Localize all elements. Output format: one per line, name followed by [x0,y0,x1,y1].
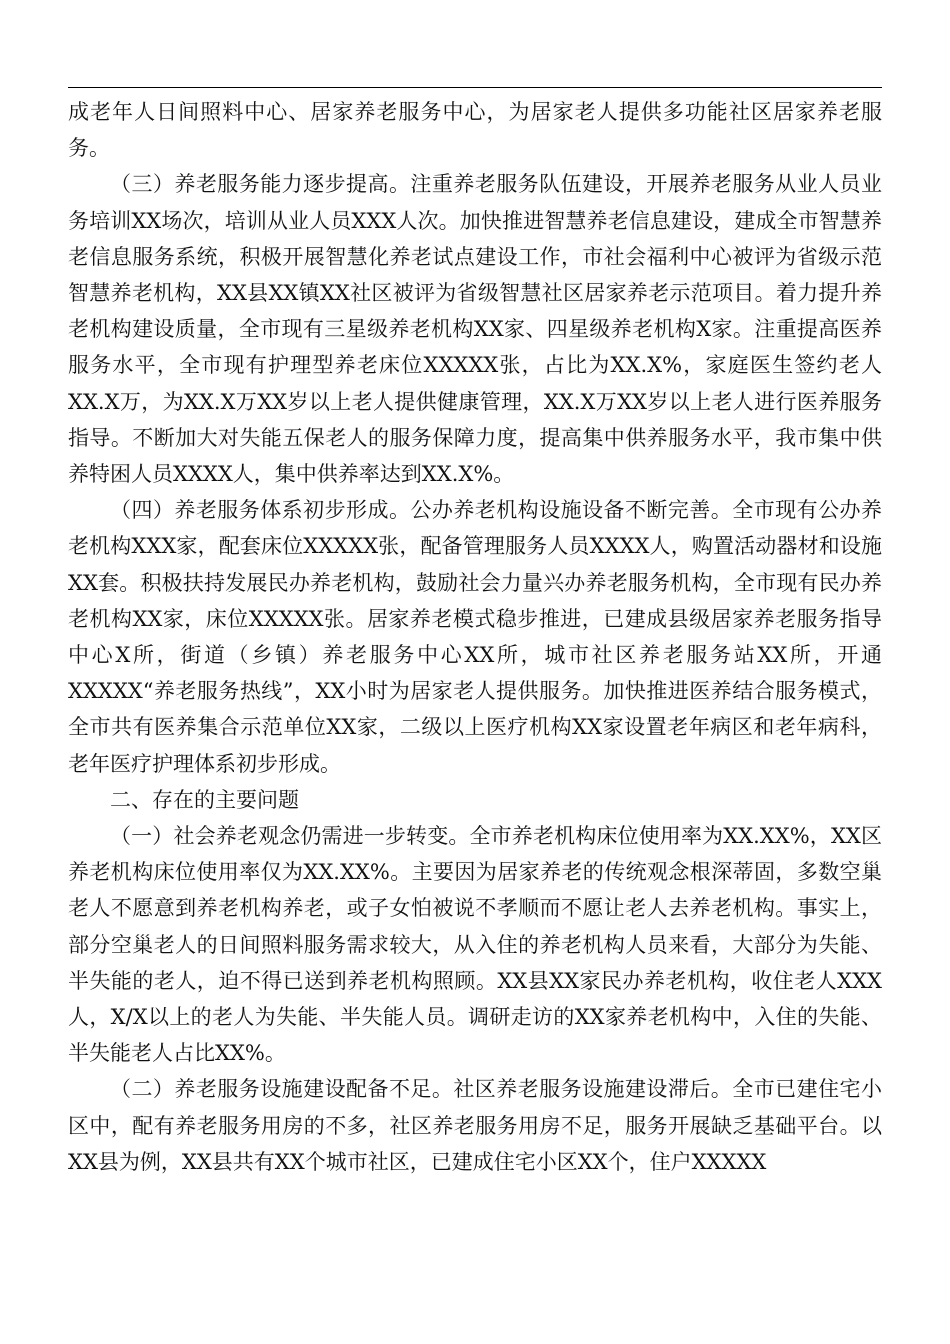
paragraph-continuation: 成老年人日间照料中心、居家养老服务中心，为居家老人提供多功能社区居家养老服务。 [68,100,882,161]
paragraph-facility-shortage: （二）养老服务设施建设配备不足。社区养老服务设施建设滞后。全市已建住宅小区中，配有养老服务用房的不多，社区养老服务用房不足，服务开展缺乏基础平台。以XX县为例，XX县共有XX个城市社区，已建成住宅小区XX个，住户XXXXX [68,1077,882,1174]
header-rule [68,87,882,88]
document-body [68,94,882,1180]
paragraph-concept-change: （一）社会养老观念仍需进一步转变。全市养老机构床位使用率为XX.XX%，XX区养老机构床位使用率仅为XX.XX%。主要因为居家养老的传统观念根深蒂固，多数空巢老人不愿意到养老机构养老，或子女怕被说不孝顺而不愿让老人去养老机构。事实上，部分空巢老人的日间照料服务需求较大，从入住的养老机构人员来看，大部分为失能、半失能的老人，迫不得已送到养老机构照顾。XX县XX家民办养老机构，收住老人XXX人，X/X以上的老人为失能、半失能人员。调研走访的XX家养老机构中，入住的失能、半失能老人占比XX%。 [68,824,882,1066]
section-heading-problems: 二、存在的主要问题 [110,787,299,812]
paragraph-service-capacity: （三）养老服务能力逐步提高。注重养老服务队伍建设，开展养老服务从业人员业务培训XX场次，培训从业人员XXX人次。加快推进智慧养老信息建设，建成全市智慧养老信息服务系统，积极开展智慧化养老试点建设工作，市社会福利中心被评为省级示范智慧养老机构，XX县XX镇XX社区被评为省级智慧社区居家养老示范项目。着力提升养老机构建设质量，全市现有三星级养老机构XX家、四星级养老机构X家。注重提高医养服务水平，全市现有护理型养老床位XXXXX张，占比为XX.X%，家庭医生签约老人XX.X万，为XX.X万XX岁以上老人提供健康管理，XX.X万XX岁以上老人进行医养服务指导。不断加大对失能五保老人的服务保障力度，提高集中供养服务水平，我市集中供养特困人员XXXX人，集中供养率达到XX.X%。 [68,172,882,487]
paragraph-service-system: （四）养老服务体系初步形成。公办养老机构设施设备不断完善。全市现有公办养老机构XXX家，配套床位XXXXX张，配备管理服务人员XXXX人，购置活动器材和设施XX套。积极扶持发展民办养老机构，鼓励社会力量兴办养老服务机构，全市现有民办养老机构XX家，床位XXXXX张。居家养老模式稳步推进，已建成县级居家养老服务指导中心X所，街道（乡镇）养老服务中心XX所，城市社区养老服务站XX所，开通XXXXX“养老服务热线”，XX小时为居家老人提供服务。加快推进医养结合服务模式，全市共有医养集合示范单位XX家，二级以上医疗机构XX家设置老年病区和老年病科，老年医疗护理体系初步形成。 [68,498,882,776]
